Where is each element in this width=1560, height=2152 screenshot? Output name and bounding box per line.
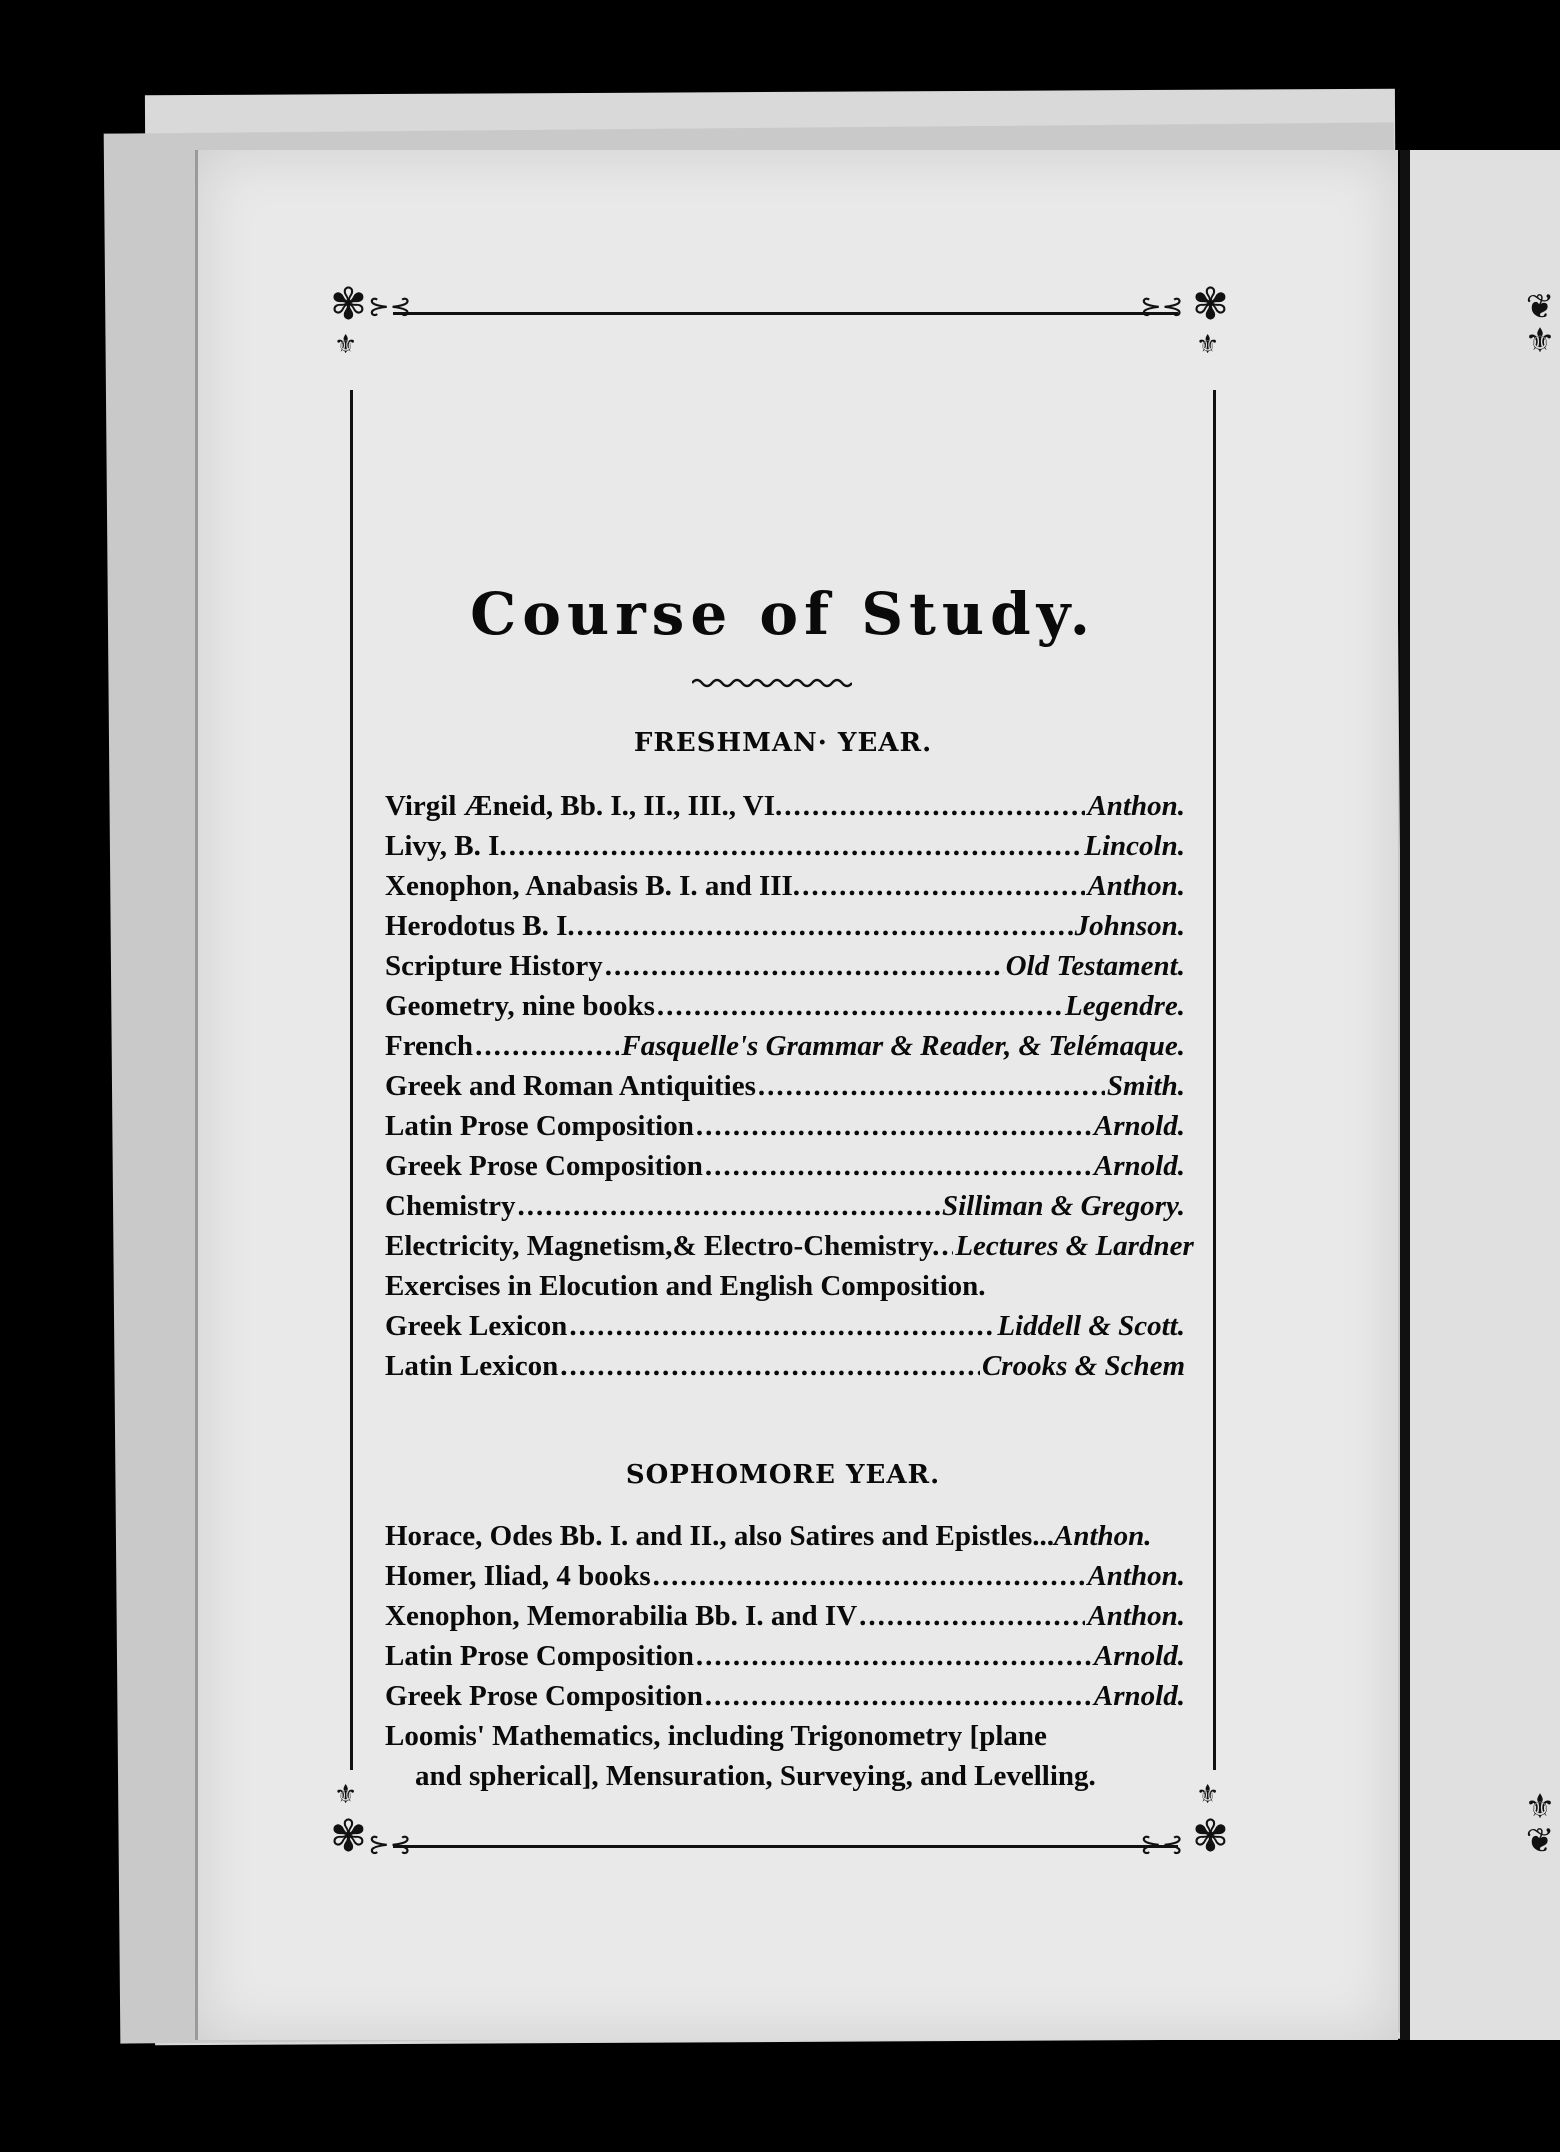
frame-top-line	[393, 312, 1178, 315]
title-wavy-rule	[692, 675, 852, 691]
list-item: Latin Prose Composition ..... Arnold.	[385, 1640, 1185, 1680]
list-item: Exercises in Elocution and English Composition.	[385, 1270, 986, 1302]
freshman-course-list	[385, 790, 1194, 1390]
list-item: Virgil Æneid, Bb. I., II., III., VI. ..... Anthon.	[385, 790, 1185, 830]
list-item: Chemistry ..... Silliman & Gregory.	[385, 1190, 1185, 1230]
list-item: French ..... Fasquelle's Grammar & Reader, & Telémaque.	[385, 1030, 1185, 1070]
list-item: Latin Prose Composition ..... Arnold.	[385, 1110, 1185, 1150]
list-item: Greek and Roman Antiquities ..... Smith.	[385, 1070, 1185, 1110]
list-item: Latin Lexicon ..... Crooks & Schem	[385, 1350, 1185, 1390]
page-title: Course of Study.	[470, 580, 1096, 648]
corner-ornament-bottom-right-icon: ⚜ ✾ ⊱⊰	[1140, 1780, 1229, 1862]
facing-page	[1400, 150, 1560, 2040]
list-item: Greek Prose Composition ..... Arnold.	[385, 1150, 1185, 1190]
section-heading-sophomore: SOPHOMORE YEAR.	[625, 1460, 941, 1490]
list-item: Scripture History ..... Old Testament.	[385, 950, 1185, 990]
corner-ornament-bottom-left-icon: ⚜ ✾ ⊱⊰	[330, 1780, 412, 1862]
list-item: Greek Prose Composition ..... Arnold.	[385, 1680, 1185, 1720]
list-item: Greek Lexicon ..... Liddell & Scott.	[385, 1310, 1185, 1350]
list-item: and spherical], Mensuration, Surveying, and Levelling.	[415, 1760, 1096, 1792]
frame-bottom-line	[393, 1845, 1178, 1848]
list-item: Homer, Iliad, 4 books ..... Anthon.	[385, 1560, 1185, 1600]
section-heading-freshman: FRESHMAN· YEAR.	[633, 728, 933, 758]
corner-ornament-top-right-icon: ✾ ⊱⊰ ⚜	[1140, 279, 1229, 360]
list-item: Xenophon, Anabasis B. I. and III. ..... Anthon.	[385, 870, 1185, 910]
list-item: Xenophon, Memorabilia Bb. I. and IV ..... Anthon.	[385, 1600, 1185, 1640]
facing-page-ornament-bottom-icon: ⚜ ❦	[1524, 1787, 1556, 1861]
sophomore-course-list	[385, 1520, 1185, 1800]
corner-ornament-top-left-icon: ✾ ⊱⊰ ⚜	[330, 279, 412, 360]
list-item: Horace, Odes Bb. I. and II., also Satires and Epistles... Anthon.	[385, 1520, 1152, 1552]
list-item: Livy, B. I. ..... Lincoln.	[385, 830, 1185, 870]
list-item: Herodotus B. I. ..... Johnson.	[385, 910, 1185, 950]
list-item: Loomis' Mathematics, including Trigonometry [plane	[385, 1720, 1047, 1752]
list-item: Geometry, nine books ..... Legendre.	[385, 990, 1185, 1030]
list-item: Electricity, Magnetism,& Electro-Chemistry. ..... Lectures & Lardner	[385, 1230, 1185, 1270]
facing-page-ornament-top-icon: ❦ ⚜	[1524, 287, 1556, 361]
